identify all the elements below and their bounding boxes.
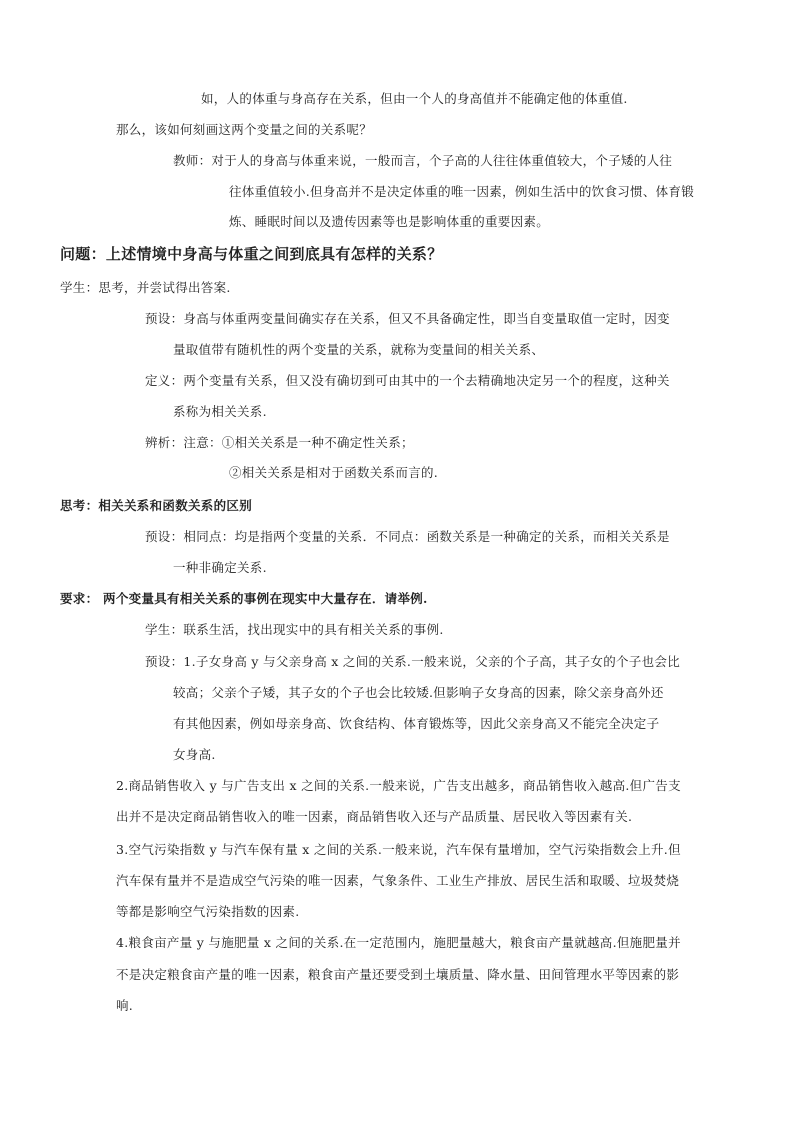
paragraph-line: 学生：思考，并尝试得出答案. — [60, 280, 231, 295]
paragraph-line: 3.空气污染指数 y 与汽车保有量 x 之间的关系.一般来说，汽车保有量增加，空气污染指数会上升.但 — [116, 842, 681, 857]
paragraph-line: 出并不是决定商品销售收入的唯一因素，商品销售收入还与产品质量、居民收入等因素有关. — [116, 809, 633, 824]
paragraph-line: 女身高. — [173, 747, 216, 762]
paragraph-line: 等都是影响空气污染指数的因素. — [116, 904, 300, 919]
paragraph-line: 汽车保有量并不是造成空气污染的唯一因素，气象条件、工业生产排放、居民生活和取暖、垃圾焚烧 — [116, 873, 680, 888]
paragraph-line: 较高；父亲个子矮，其子女的个子也会比较矮.但影响子女身高的因素，除父亲身高外还 — [173, 685, 664, 700]
paragraph-line: 炼、睡眠时间以及遗传因素等也是影响体重的重要因素。 — [229, 214, 550, 229]
paragraph-line: 不是决定粮食亩产量的唯一因素，粮食亩产量还要受到土壤质量、降水量、田间管理水平等因素的影 — [116, 967, 680, 982]
requirement-heading: 要求： 两个变量具有相关关系的事例在现实中大量存在．请举例. — [60, 591, 428, 606]
paragraph-line: 定义：两个变量有关系，但又没有确切到可由其中的一个去精确地决定另一个的程度，这种关 — [145, 373, 670, 388]
think-heading: 思考：相关关系和函数关系的区别 — [60, 498, 253, 513]
paragraph-line: 响. — [116, 998, 134, 1013]
paragraph-line: 2.商品销售收入 y 与广告支出 x 之间的关系.一般来说，广告支出越多，商品销售收入越高.但广告支 — [116, 778, 681, 793]
paragraph-line: 系称为相关关系. — [173, 404, 267, 419]
paragraph-line: 一种非确定关系. — [173, 560, 267, 575]
paragraph-line: 教师：对于人的身高与体重来说，一般而言，个子高的人往往体重值较大，个子矮的人往 — [173, 153, 673, 168]
paragraph-line: 辨析：注意：①相关关系是一种不确定性关系； — [145, 435, 414, 450]
question-heading: 问题：上述情境中身高与体重之间到底具有怎样的关系？ — [60, 245, 443, 263]
paragraph-line: 预设：相同点：均是指两个变量的关系．不同点：函数关系是一种确定的关系，而相关关系是 — [145, 529, 670, 544]
paragraph-line: 有其他因素，例如母亲身高、饮食结构、体育锻炼等，因此父亲身高又不能完全决定子 — [173, 716, 660, 731]
paragraph-line: 如，人的体重与身高存在关系，但由一个人的身高值并不能确定他的体重值. — [201, 91, 628, 106]
paragraph-line: 4.粮食亩产量 y 与施肥量 x 之间的关系.在一定范围内，施肥量越大，粮食亩产量就越高.但施肥量并 — [116, 935, 681, 950]
paragraph-line: ②相关关系是相对于函数关系而言的. — [229, 465, 439, 480]
paragraph-line: 那么，该如何刻画这两个变量之间的关系呢？ — [116, 122, 373, 137]
paragraph-line: 往体重值较小.但身高并不是决定体重的唯一因素，例如生活中的饮食习惯、体育锻 — [229, 184, 695, 199]
paragraph-line: 预设：身高与体重两变量间确实存在关系，但又不具备确定性，即当自变量取值一定时，因变 — [145, 311, 670, 326]
paragraph-line: 预设：1.子女身高 y 与父亲身高 x 之间的关系.一般来说，父亲的个子高，其子女的个子也会比 — [145, 654, 681, 669]
paragraph-line: 量取值带有随机性的两个变量的关系，就称为变量间的相关关系、 — [173, 342, 545, 357]
paragraph-line: 学生：联系生活，找出现实中的具有相关关系的事例. — [145, 622, 444, 637]
